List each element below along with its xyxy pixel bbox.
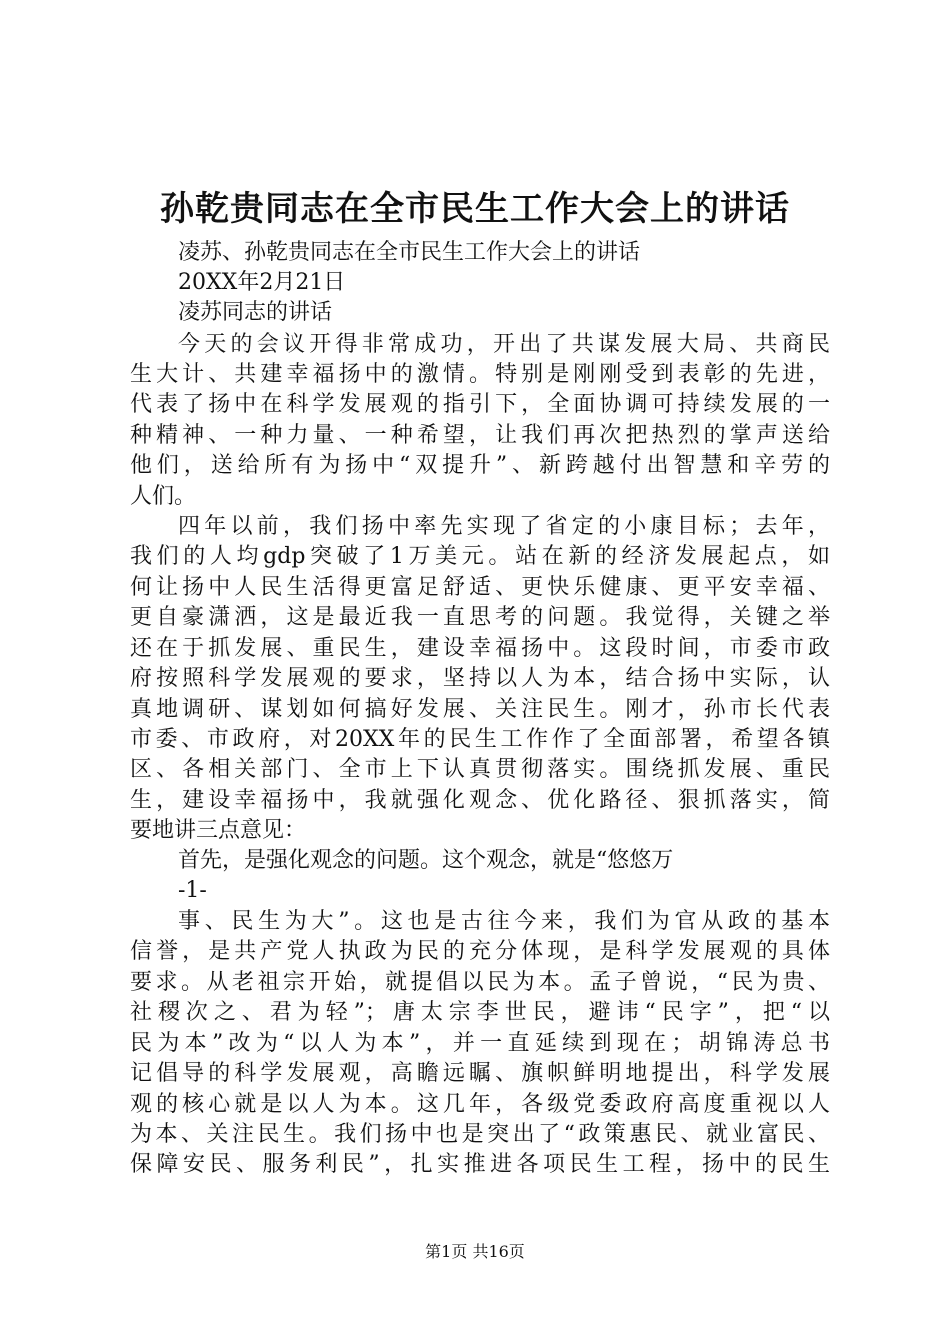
paragraph-line: 要求。从老祖宗开始，就提倡以民为本。孟子曾说，“民为贵、 [130, 970, 830, 995]
document-date: 20XX年2月21日 [178, 270, 346, 295]
paragraph-line: 生大计、共建幸福扬中的激情。特别是刚刚受到表彰的先进， [130, 362, 830, 387]
page-marker: -1- [178, 878, 207, 903]
paragraph-line: 观的核心就是以人为本。这几年，各级党委政府高度重视以人 [130, 1092, 830, 1117]
paragraph-line: 我们的人均gdp突破了1万美元。站在新的经济发展起点，如 [130, 544, 830, 569]
paragraph-line: 更自豪潇洒，这是最近我一直思考的问题。我觉得，关键之举 [130, 605, 830, 630]
paragraph-line: 他们，送给所有为扬中“双提升”、新跨越付出智慧和辛劳的 [130, 453, 830, 478]
paragraph-line: 为本、关注民生。我们扬中也是突出了“政策惠民、就业富民、 [130, 1122, 830, 1147]
paragraph-line: 四年以前，我们扬中率先实现了省定的小康目标；去年， [178, 514, 830, 539]
paragraph-line: 民为本”改为“以人为本”，并一直延续到现在；胡锦涛总书 [130, 1031, 830, 1056]
section-heading: 凌苏同志的讲话 [178, 300, 333, 325]
document-subtitle: 凌苏、孙乾贵同志在全市民生工作大会上的讲话 [178, 240, 641, 265]
paragraph-line: 生，建设幸福扬中，我就强化观念、优化路径、狠抓落实，简 [130, 788, 830, 813]
paragraph-line: 人们。 [130, 484, 197, 509]
paragraph-line: 还在于抓发展、重民生，建设幸福扬中。这段时间，市委市政 [130, 636, 830, 661]
paragraph-line: 市委、市政府，对20XX年的民生工作作了全面部署，希望各镇 [130, 727, 830, 752]
page-footer: 第1页 共16页 [425, 1242, 525, 1261]
paragraph-line: 保障安民、服务利民”，扎实推进各项民生工程，扬中的民生 [130, 1152, 830, 1177]
paragraph-line: 何让扬中人民生活得更富足舒适、更快乐健康、更平安幸福、 [130, 575, 830, 600]
paragraph-line: 信誉，是共产党人执政为民的充分体现，是科学发展观的具体 [130, 939, 830, 964]
paragraph-line: 事、民生为大”。这也是古往今来，我们为官从政的基本 [178, 909, 830, 934]
paragraph-line: 要地讲三点意见： [130, 818, 307, 843]
paragraph-line: 府按照科学发展观的要求，坚持以人为本，结合扬中实际，认 [130, 666, 830, 691]
paragraph-line: 社稷次之、君为轻”；唐太宗李世民，避讳“民字”，把“以 [130, 1000, 830, 1025]
paragraph-line: 种精神、一种力量、一种希望，让我们再次把热烈的掌声送给 [130, 423, 830, 448]
paragraph-line: 区、各相关部门、全市上下认真贯彻落实。围绕抓发展、重民 [130, 757, 830, 782]
paragraph-line: 今天的会议开得非常成功，开出了共谋发展大局、共商民 [178, 332, 830, 357]
paragraph-line: 真地调研、谋划如何搞好发展、关注民生。刚才，孙市长代表 [130, 697, 830, 722]
paragraph-line: 记倡导的科学发展观，高瞻远瞩、旗帜鲜明地提出，科学发展 [130, 1061, 830, 1086]
paragraph-line: 首先，是强化观念的问题。这个观念，就是“悠悠万 [178, 848, 674, 873]
document-title: 孙乾贵同志在全市民生工作大会上的讲话 [160, 189, 790, 229]
paragraph-line: 代表了扬中在科学发展观的指引下，全面协调可持续发展的一 [130, 392, 830, 417]
